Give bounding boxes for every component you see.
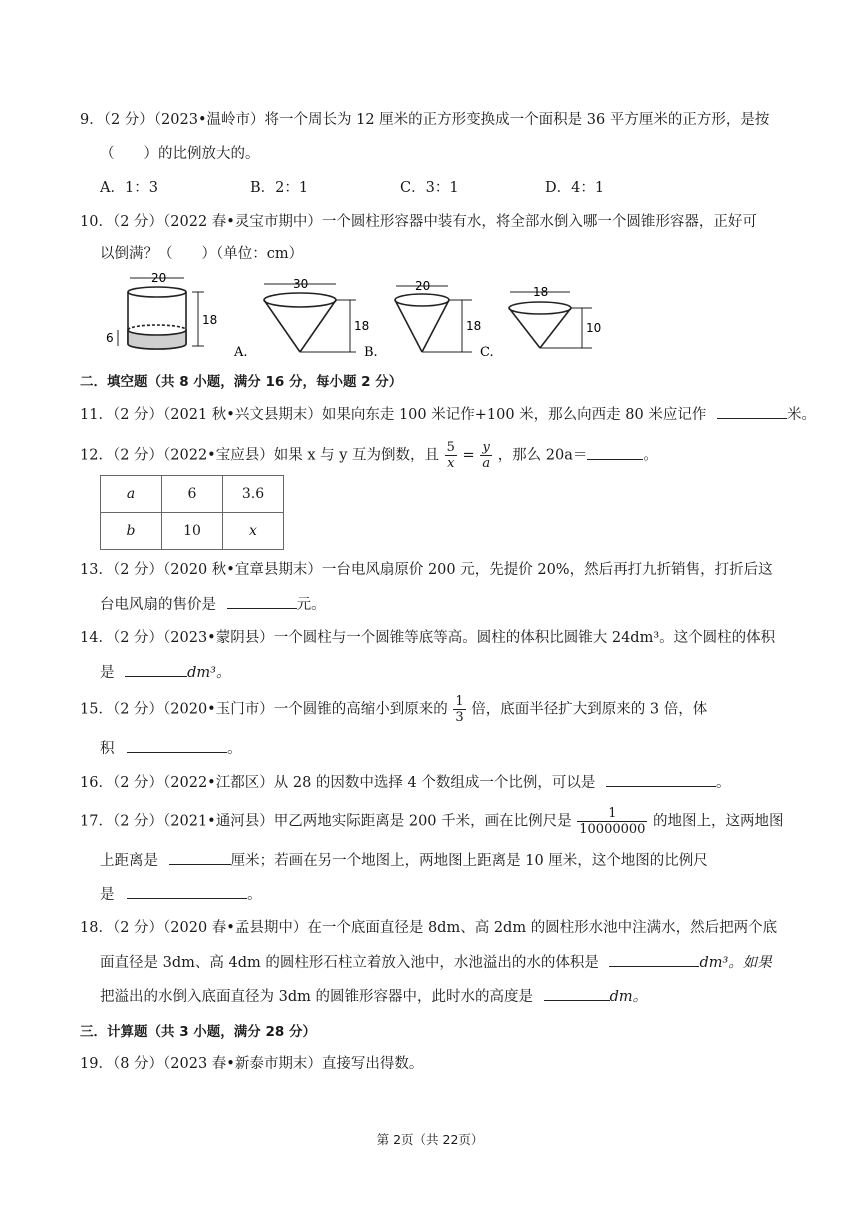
q9-option-d: D．4：1 <box>545 180 605 196</box>
q17-line3-pre: 是 <box>100 887 115 903</box>
q18-line3-pre: 把溢出的水倒入底面直径为 3dm 的圆锥形容器中，此时水的高度是 <box>100 989 533 1005</box>
cone-a-height-label: 18 <box>354 319 370 333</box>
cone-b-diameter-label: 20 <box>415 279 431 293</box>
q17-tail: 。 <box>247 887 262 903</box>
q12-fraction-1: $\frac{5}{x}$ <box>446 440 455 471</box>
option-c-letter: C. <box>480 345 494 360</box>
q14-tail: dm³。 <box>187 665 231 681</box>
q9-option-c: C．3：1 <box>400 180 459 196</box>
q17-post: 的地图上，这两地图 <box>653 813 784 830</box>
q13-tail: 元。 <box>296 597 326 613</box>
table-cell: b <box>101 513 162 550</box>
table-cell: 6 <box>162 476 223 513</box>
q12-answer-blank[interactable] <box>587 445 643 460</box>
q12-line <box>80 440 658 471</box>
q9-line2: （ ）的比例放大的。 <box>100 146 260 162</box>
q9-line1: 9．（2 分）（2023•温岭市）将一个周长为 12 厘米的正方形变换成一个面积是 36 平方厘米的正方形，是按 <box>80 112 770 128</box>
q13-line2 <box>100 594 326 615</box>
q14-line2-pre: 是 <box>100 665 115 681</box>
q12-eq: = <box>462 447 475 464</box>
q16-answer-blank[interactable] <box>606 772 716 787</box>
q15-line2-pre: 积 <box>100 741 115 757</box>
q12-tail: 。 <box>643 447 658 464</box>
q15-post: 倍，底面半径扩大到原来的 3 倍，体 <box>471 701 708 718</box>
q12-post: ，那么 20a＝ <box>497 447 588 464</box>
q18-line2-pre: 面直径是 3dm、高 4dm 的圆柱形石柱立着放入池中，水池溢出的水的体积是 <box>100 955 599 971</box>
q18-line2 <box>100 952 772 973</box>
q10-figures <box>100 270 620 365</box>
table-cell: 10 <box>162 513 223 550</box>
q16-tail: 。 <box>715 775 731 791</box>
q13-line2-pre: 台电风扇的售价是 <box>100 597 216 613</box>
table-row <box>101 476 284 513</box>
option-b-letter: B. <box>364 345 378 360</box>
cone-a-diameter-label: 30 <box>293 277 309 291</box>
q9-option-b: B．2：1 <box>250 180 309 196</box>
q17-line2-pre: 上距离是 <box>100 853 158 869</box>
q11-line <box>80 404 816 425</box>
q18-line3 <box>100 986 647 1007</box>
section-3-heading: 三．计算题（共 3 小题，满分 28 分） <box>80 1024 316 1040</box>
q15-pre: 15．（2 分）（2020•玉门市）一个圆锥的高缩小到原来的 <box>80 701 448 718</box>
q9-option-a: A．1：3 <box>100 180 158 196</box>
q19-line: 19．（8 分）（2023 春•新泰市期末）直接写出得数。 <box>80 1056 424 1072</box>
q12-pre: 12．（2 分）（2022•宝应县）如果 x 与 y 互为倒数，且 <box>80 447 440 464</box>
section-2-heading: 二．填空题（共 8 小题，满分 16 分，每小题 2 分） <box>80 374 403 390</box>
cylinder-figure <box>118 278 204 349</box>
q15-line1 <box>80 694 707 725</box>
q17-fraction: $\frac{1}{10000000}$ <box>579 806 646 837</box>
cone-c-diameter-label: 18 <box>533 285 549 299</box>
cyl-diameter-label: 20 <box>151 271 167 285</box>
q18-line1: 18．（2 分）（2020 春•孟县期中）在一个底面直径是 8dm、高 2dm 的圆柱形水池中注满水，然后把两个底 <box>80 920 778 936</box>
q17-line3 <box>100 884 262 905</box>
q10-line1: 10．（2 分）（2022 春•灵宝市期中）一个圆柱形容器中装有水，将全部水倒入哪一个圆锥形容器，正好可 <box>80 214 757 230</box>
q13-line1: 13．（2 分）（2020 秋•宜章县期末）一台电风扇原价 200 元，先提价 20%，然后再打九折销售，打折后这 <box>80 562 773 578</box>
q12-fraction-2: $\frac{y}{a}$ <box>482 440 491 471</box>
q17-answer-blank-1[interactable] <box>169 850 231 865</box>
table-cell: a <box>101 476 162 513</box>
option-a-letter: A. <box>234 345 248 360</box>
cone-c-height-label: 10 <box>586 321 602 335</box>
table-cell: 3.6 <box>223 476 284 513</box>
q17-line1 <box>80 806 784 837</box>
q11-text: 11．（2 分）（2021 秋•兴文县期末）如果向东走 100 米记作+100 米，那么向西走 80 米应记作 <box>80 407 707 423</box>
q17-line2 <box>100 850 708 871</box>
q17-pre: 17．（2 分）（2021•通河县）甲乙两地实际距离是 200 千米，画在比例尺是 <box>80 813 572 830</box>
q11-answer-blank[interactable] <box>717 404 787 419</box>
q13-answer-blank[interactable] <box>227 594 297 609</box>
q12-table <box>100 475 284 550</box>
q18-answer-blank-1[interactable] <box>609 952 699 967</box>
q18-line3-tail: dm。 <box>609 989 648 1005</box>
cone-b-height-label: 18 <box>466 319 482 333</box>
q11-tail: 米。 <box>786 407 816 423</box>
q18-line2-tail: dm³。如果 <box>699 955 772 971</box>
page-footer: 第 2页（共 22页） <box>376 1132 484 1147</box>
cyl-height-label: 18 <box>202 313 218 327</box>
q14-answer-blank[interactable] <box>125 662 187 677</box>
q15-tail: 。 <box>227 741 242 757</box>
q17-answer-blank-2[interactable] <box>127 884 247 899</box>
cone-b-figure <box>395 286 472 352</box>
q15-fraction: $\frac{1}{3}$ <box>455 694 464 725</box>
cone-c-figure <box>509 292 592 348</box>
q14-line1: 14．（2 分）（2023•蒙阴县）一个圆柱与一个圆锥等底等高。圆柱的体积比圆锥大 24dm³。这个圆柱的体积 <box>80 630 776 646</box>
table-cell: x <box>223 513 284 550</box>
cyl-water-label: 6 <box>106 331 114 345</box>
q17-line2-mid: 厘米；若画在另一个地图上，两地图上距离是 10 厘米，这个地图的比例尺 <box>230 853 708 869</box>
cone-a-figure <box>264 284 356 352</box>
table-row <box>101 513 284 550</box>
q16-text: 16．（2 分）（2022•江都区）从 28 的因数中选择 4 个数组成一个比例，可以是 <box>80 775 596 791</box>
q15-line2 <box>100 738 242 759</box>
q18-answer-blank-2[interactable] <box>544 986 610 1001</box>
q15-answer-blank[interactable] <box>127 738 227 753</box>
q10-line2: 以倒满？（ ）（单位：cm） <box>100 246 304 262</box>
q16-line <box>80 772 730 793</box>
q14-line2 <box>100 662 230 683</box>
